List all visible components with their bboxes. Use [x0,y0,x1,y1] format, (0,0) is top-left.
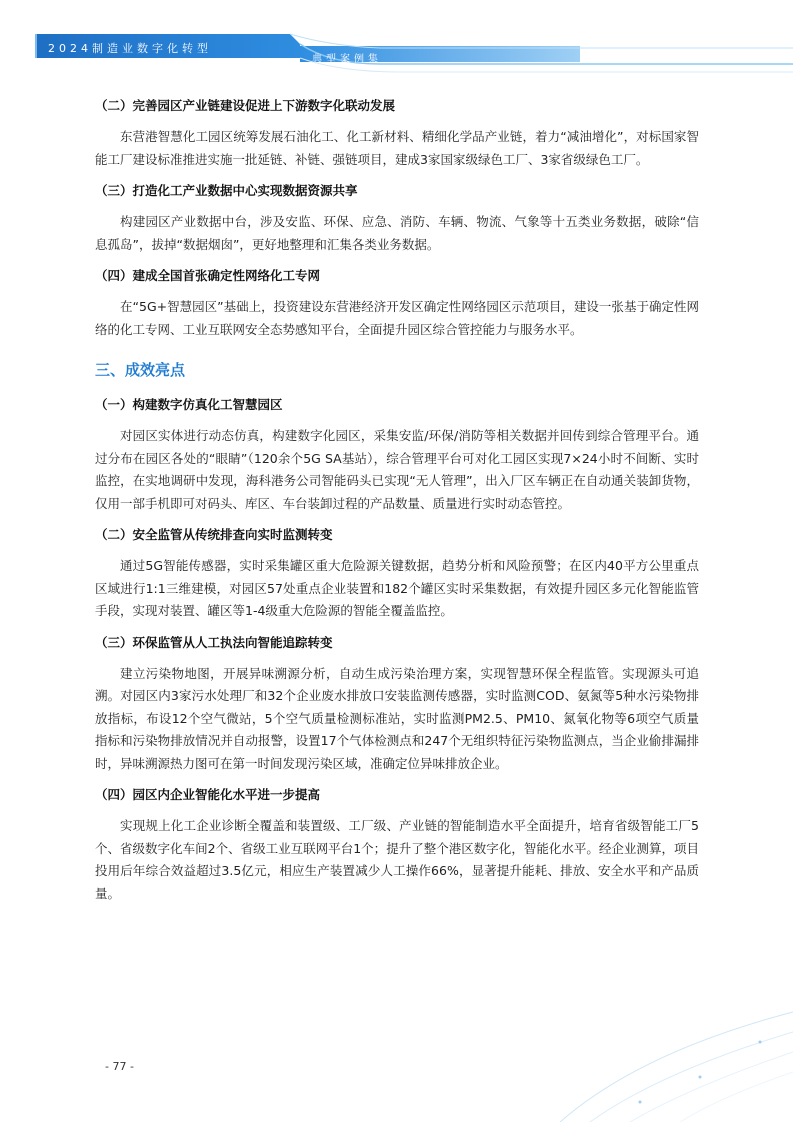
paragraph: 东营港智慧化工园区统筹发展石油化工、化工新材料、精细化学品产业链，着力“减油增化”，对标国家智能工厂建设标准推进实施一批延链、补链、强链项目，建成3家国家级绿色工厂、3家省级绿色工厂。 [95,129,699,167]
page-header [0,0,793,80]
header-subtitle: 典型案例集 [312,54,382,65]
paragraph: 实现规上化工企业诊断全覆盖和装置级、工厂级、产业链的智能制造水平全面提升，培育省级智能工厂5个、省级数字化车间2个、省级工业互联网平台1个；提升了整个港区数字化，智能化水平。经企业测算，项目投用后年综合效益超过3.5亿元，相应生产装置减少人工操作66%，显著提升能耗、排放、安全水平和产品质量。 [95,818,699,901]
subsection-heading: （三）打造化工产业数据中心实现数据资源共享 [95,183,358,198]
subsection-heading: （四）园区内企业智能化水平进一步提高 [95,787,321,802]
paragraph: 在“5G+智慧园区”基础上，投资建设东营港经济开发区确定性网络园区示范项目，建设一张基于确定性网络的化工专网、工业互联网安全态势感知平台，全面提升园区综合管控能力与服务水平。 [95,299,699,337]
section-title: 三、成效亮点 [95,361,186,379]
paragraph: 对园区实体进行动态仿真，构建数字化园区，采集安监/环保/消防等相关数据并回传到综合管理平台。通过分布在园区各处的“眼睛”（120余个5G SA基站），综合管理平台可对化工园区实现7×24小时不间断、实时监控，在实地调研中发现，海科港务公司智能码头已实现“无人管理”，出入厂区车辆正在自动通关装卸货物，仅用一部手机即可对码头、库区、车台装卸过程的产品数量、质量进行实时动态管控。 [95,428,699,511]
paragraph: 通过5G智能传感器，实时采集罐区重大危险源关键数据，趋势分析和风险预警；在区内40平方公里重点区域进行1:1三维建模，对园区57处重点企业装置和182个罐区实时采集数据，有效提升园区多元化智能监管手段，实现对装置、罐区等1-4级重大危险源的智能全覆盖监控。 [95,558,699,618]
page-number: - 77 - [105,1060,134,1073]
subsection-heading: （四）建成全国首张确定性网络化工专网 [95,268,321,283]
footer-decoration-graphic [0,982,793,1122]
page-content [95,96,699,915]
subsection-heading: （三）环保监管从人工执法向智能追踪转变 [95,634,333,650]
header-title: 2024制造业数字化转型 [48,42,212,55]
subsection-heading: （二）安全监管从传统排查向实时监测转变 [95,527,333,542]
subsection-heading: （一）构建数字仿真化工智慧园区 [95,397,283,412]
paragraph: 建立污染物地图，开展异味溯源分析，自动生成污染治理方案，实现智慧环保全程监管。实现源头可追溯。对园区内3家污水处理厂和32个企业废水排放口安装监测传感器，实时监测COD、氨氮等5种水污染物排放指标，布设12个空气微站，5个空气质量检测标准站，实时监测PM2.5、PM10、氮氧化物等6项空气质量指标和污染物排放情况并自动报警，设置17个气体检测点和247个无组织特征污染物监测点，当企业偷排漏排时，异味溯源热力图可在第一时间发现污染区域，准确定位异味排放企业。 [95,665,699,771]
subsection-heading: （二）完善园区产业链建设促进上下游数字化联动发展 [95,98,396,113]
paragraph: 构建园区产业数据中台，涉及安监、环保、应急、消防、车辆、物流、气象等十五类业务数据，破除“信息孤岛”，拔掉“数据烟囱”，更好地整理和汇集各类业务数据。 [95,214,699,252]
